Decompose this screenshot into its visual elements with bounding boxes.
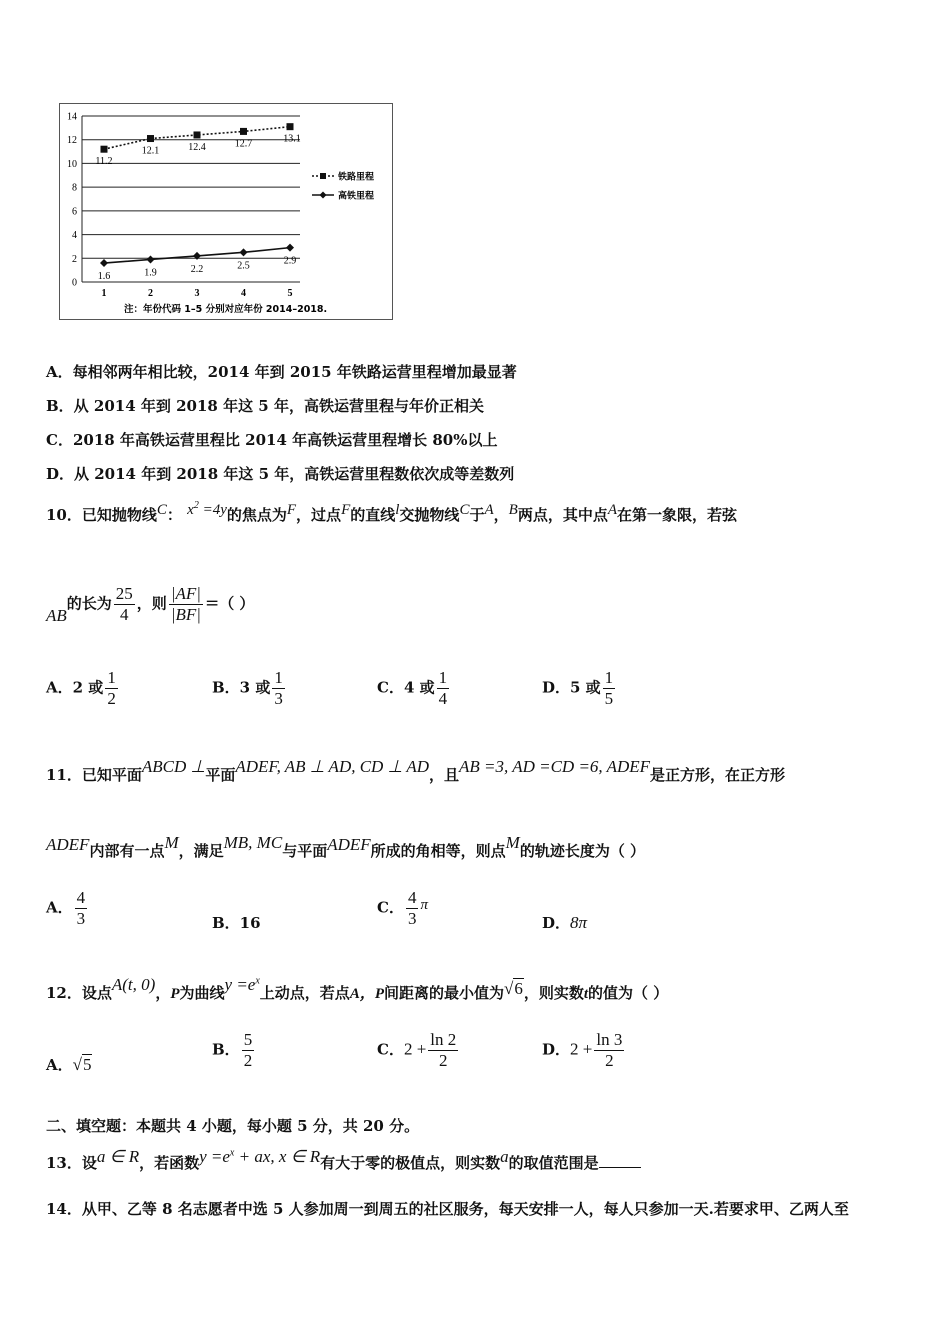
chart-note: 注：年份代码 1–5 分别对应年份 2014–2018.	[124, 304, 328, 315]
data-label-highspeed: 2.9	[283, 255, 297, 267]
denominator: 2	[107, 689, 116, 708]
y-tick-label: 8	[72, 182, 77, 194]
fraction	[603, 668, 616, 709]
q9-option-d: D．从 2014 年到 2018 年这 5 年，高铁运营里程数依次成等差数列	[46, 465, 515, 483]
math-l: l	[395, 502, 400, 518]
math-pi: π	[420, 896, 428, 913]
math: a ∈ R	[96, 1147, 140, 1166]
q10-stem-line1	[46, 500, 738, 525]
text: 设	[81, 1154, 97, 1172]
text: 的长为	[66, 594, 112, 613]
q9-option-a: A．每相邻两年相比较，2014 年到 2015 年铁路运营里程增加最显著	[46, 363, 517, 381]
q14-stem: 14．从甲、乙等 8 名志愿者中选 5 人参加周一到周五的社区服务，每天安排一人，每人只参加一天.若要求甲、乙两人至	[46, 1200, 849, 1218]
data-label-railway: 13.1	[283, 133, 301, 145]
x-tick-label: 5	[287, 288, 293, 299]
data-label-railway: 11.2	[95, 156, 113, 168]
q11-option-a	[46, 888, 89, 929]
y-tick-label: 12	[67, 135, 77, 147]
math-m: M	[505, 833, 520, 852]
denominator: 3	[274, 689, 283, 708]
math: MB, MC	[223, 833, 283, 852]
fraction	[75, 888, 88, 929]
math-f: F	[341, 502, 351, 518]
option-label: D．5 或	[542, 678, 601, 697]
q12-option-a	[46, 1054, 92, 1075]
option-label: D．	[542, 1040, 571, 1059]
math-p: P	[170, 986, 180, 1002]
option-label: A．	[46, 1056, 73, 1074]
math-curve	[225, 975, 260, 994]
q10-option-c	[377, 668, 451, 709]
text: ，	[493, 506, 509, 524]
fraction	[437, 668, 450, 709]
data-label-highspeed: 2.5	[237, 260, 250, 272]
numerator: ln 2	[430, 1030, 457, 1049]
numerator: 4	[407, 888, 417, 907]
sqrt-6: √6	[504, 979, 523, 998]
option-label: B．3 或	[212, 678, 271, 697]
math: x	[229, 1147, 235, 1159]
text: 已知平面	[81, 766, 142, 784]
data-label-highspeed: 1.9	[144, 267, 157, 279]
section-heading: 二、填空题：本题共 4 小题，每小题 5 分，共 20 分。	[46, 1117, 420, 1135]
data-label-highspeed: 1.6	[97, 271, 111, 283]
text: ，则	[136, 594, 167, 613]
series-marker-railway	[287, 123, 294, 130]
series-marker-railway	[101, 146, 108, 153]
q12-option-c	[377, 1030, 460, 1071]
x-tick-label: 4	[241, 288, 246, 299]
denominator: 3	[76, 909, 86, 928]
text: 上动点，若点	[259, 984, 350, 1002]
numerator: 1	[604, 668, 614, 687]
data-label-railway: 12.7	[234, 138, 253, 150]
denominator: |BF|	[170, 605, 201, 624]
option-label: D．	[542, 914, 571, 932]
q10-option-b	[212, 668, 287, 709]
numerator: 4	[76, 888, 86, 907]
math: y =e	[199, 1147, 230, 1166]
q9-option-b: B．从 2014 年到 2018 年这 5 年，高铁运营里程与年价正相关	[46, 397, 484, 415]
series-marker-highspeed	[286, 244, 294, 252]
math-c: C	[156, 502, 167, 518]
legend-marker-highspeed	[320, 192, 327, 199]
denominator: 5	[604, 689, 614, 708]
numerator: |AF|	[170, 584, 201, 603]
text: ：	[166, 506, 182, 524]
chart-frame	[59, 103, 393, 320]
x-tick-label: 3	[194, 288, 200, 299]
data-label-highspeed: 2.2	[190, 263, 204, 275]
q11-option-d	[542, 912, 587, 933]
fraction	[406, 888, 419, 929]
data-label-railway: 12.4	[188, 141, 206, 153]
legend-label-railway: 铁路里程	[338, 172, 375, 183]
math-a: A	[607, 502, 618, 518]
text: 设点	[81, 984, 112, 1002]
series-marker-railway	[194, 131, 201, 138]
series-marker-highspeed	[100, 259, 108, 267]
text: 内部有一点	[89, 842, 165, 860]
math: + ax, x ∈ R	[234, 1147, 321, 1166]
text: 与平面	[282, 842, 328, 860]
y-tick-label: 14	[67, 111, 77, 123]
math-a: A	[484, 502, 494, 518]
text: ，	[155, 984, 171, 1002]
radicand: 6	[514, 979, 523, 998]
denominator: 4	[114, 604, 135, 625]
math-ap: A，P	[349, 986, 384, 1002]
series-marker-railway	[240, 128, 247, 135]
numerator: 25	[115, 584, 133, 603]
fraction-25-4	[114, 584, 135, 625]
numerator: 1	[438, 668, 448, 687]
fraction	[242, 1030, 255, 1071]
math: 8π	[570, 913, 588, 932]
math: AB =3, AD =CD =6, ADEF	[459, 757, 651, 776]
q11-option-b: B．16	[212, 914, 261, 932]
legend-label-highspeed: 高铁里程	[338, 191, 375, 202]
math: 2 +	[403, 1039, 427, 1059]
text: 已知抛物线	[81, 506, 157, 524]
option-label: C．	[377, 898, 404, 917]
question-number: 13．	[46, 1154, 82, 1172]
text: ，且	[429, 766, 460, 784]
fraction	[594, 1030, 624, 1071]
q11-stem-line2	[46, 833, 646, 861]
y-tick-label: 6	[72, 206, 77, 218]
y-tick-label: 10	[67, 158, 77, 170]
text: 是正方形，在正方形	[650, 766, 786, 784]
y-tick-label: 4	[72, 230, 77, 242]
question-number: 10．	[46, 506, 82, 524]
text: 两点，其中点	[517, 506, 608, 524]
numerator: 1	[107, 668, 116, 687]
denominator: 2	[243, 1051, 253, 1070]
text: 为曲线	[179, 984, 225, 1002]
math-function	[199, 1147, 320, 1166]
text: 在第一象限，若弦	[617, 506, 738, 524]
text: 的直线	[350, 506, 396, 524]
math: x	[187, 502, 194, 518]
option-label: C．	[377, 1040, 404, 1059]
q10-option-a	[46, 668, 120, 709]
q9-option-c: C．2018 年高铁运营里程比 2014 年高铁运营里程增长 80%以上	[46, 431, 498, 449]
fraction-af-bf	[169, 584, 203, 625]
text: 的值为（ ）	[588, 984, 669, 1002]
math-c: C	[459, 502, 470, 518]
q12-stem	[46, 975, 669, 1003]
text: 所成的角相等，则点	[370, 842, 506, 860]
fraction	[105, 668, 118, 709]
text: ，若函数	[139, 1154, 200, 1172]
x-tick-label: 1	[101, 288, 107, 299]
y-tick-label: 0	[72, 277, 77, 289]
text: 的取值范围是	[508, 1154, 599, 1172]
fraction	[272, 668, 285, 709]
text: ，满足	[178, 842, 224, 860]
q11-stem-line1	[46, 757, 786, 785]
x-tick-label: 2	[148, 288, 153, 299]
question-number: 12．	[46, 984, 82, 1002]
text: 的轨迹长度为（ ）	[519, 842, 646, 860]
q11-option-c	[377, 888, 428, 929]
math-ab: AB	[46, 605, 67, 625]
math-m: M	[164, 833, 179, 852]
legend-marker-railway	[320, 173, 326, 179]
answer-blank[interactable]	[599, 1153, 641, 1168]
radicand: 5	[82, 1055, 92, 1074]
q10-option-d	[542, 668, 617, 709]
q12-option-b	[212, 1030, 256, 1071]
math: =4y	[202, 502, 227, 518]
text: 有大于零的极值点，则实数	[320, 1154, 501, 1172]
math: x	[255, 975, 260, 987]
denominator: 2	[428, 1050, 458, 1071]
math-t: t	[583, 986, 589, 1002]
denominator: 3	[407, 909, 417, 928]
y-tick-label: 2	[72, 253, 77, 265]
math: ADEF	[46, 835, 90, 854]
numerator: 5	[243, 1030, 253, 1049]
math: 2 +	[570, 1039, 593, 1059]
math: ADEF	[327, 835, 371, 854]
math: A(t, 0)	[111, 975, 156, 994]
question-number: 11．	[46, 766, 82, 784]
math-a: a	[500, 1147, 509, 1166]
text: ，过点	[296, 506, 342, 524]
option-label: A．	[46, 898, 73, 917]
option-label: C．4 或	[377, 678, 435, 697]
text: 间距离的最小值为	[383, 984, 504, 1002]
text: （ ）	[219, 594, 255, 613]
numerator: 1	[274, 668, 283, 687]
series-marker-highspeed	[240, 248, 248, 256]
denominator: 2	[594, 1050, 624, 1071]
q10-stem-line2	[46, 584, 254, 625]
option-label: B．	[212, 1040, 240, 1059]
option-label: A．2 或	[46, 678, 104, 697]
fraction	[428, 1030, 458, 1071]
math: ADEF, AB ⊥ AD, CD ⊥ AD	[235, 757, 429, 776]
math: 2	[193, 500, 199, 511]
text: 的焦点为	[226, 506, 287, 524]
math-b: B	[508, 502, 518, 518]
math-parabola	[187, 502, 227, 518]
q13-stem	[46, 1147, 641, 1173]
text: 交抛物线	[399, 506, 460, 524]
data-label-railway: 12.1	[141, 145, 160, 157]
text: =	[204, 593, 220, 614]
series-marker-railway	[147, 135, 154, 142]
math: y =e	[224, 975, 256, 994]
math-f: F	[286, 502, 297, 518]
numerator: ln 3	[596, 1030, 623, 1049]
sqrt-5: √5	[72, 1055, 92, 1074]
text: ，则实数	[523, 984, 584, 1002]
line-chart	[60, 104, 392, 319]
series-marker-highspeed	[147, 255, 155, 263]
denominator: 4	[438, 689, 448, 708]
text: 于	[469, 506, 485, 524]
q12-option-d	[542, 1030, 626, 1071]
math: ABCD ⊥	[141, 757, 206, 776]
text: 平面	[205, 766, 236, 784]
